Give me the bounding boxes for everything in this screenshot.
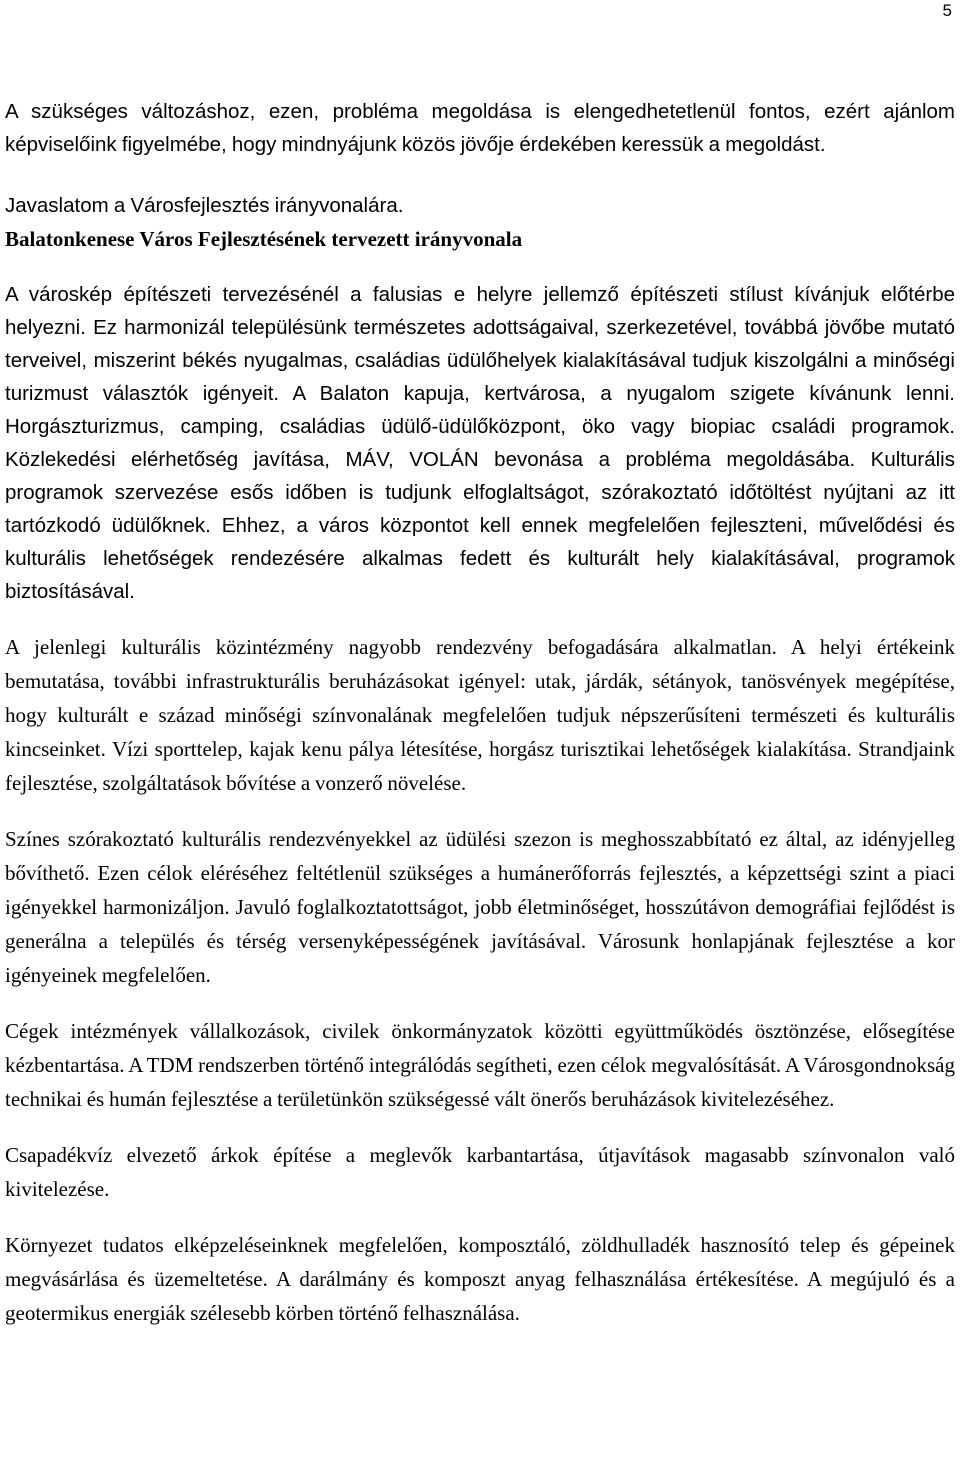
cooperation-paragraph: Cégek intézmények vállalkozások, civilek önkormányzatok közötti együttműködés ösztönzése, elősegítése kézbentartása. A TDM rendszerben történő integrálódás segítheti, ezen célok megvalósítását. A Városgondnokság technikai és humán fejlesztése a területünkön szükségessé vált önerős beruházások kivitelezéséhez.: [5, 1019, 955, 1111]
intro-paragraph: A szükséges változáshoz, ezen, probléma megoldása is elengedhetetlenül fontos, ezért ajánlom képviselőink figyelmébe, hogy mindnyájunk közös jövője érdekében keressük a megoldást.: [5, 100, 955, 156]
drainage-paragraph: Csapadékvíz elvezető árkok építése a meglevők karbantartása, útjavítások magasabb színvonalon való kivitelezése.: [5, 1143, 955, 1201]
environment-paragraph: Környezet tudatos elképzeléseinknek megfelelően, komposztáló, zöldhulladék hasznosító telep és gépeinek megvásárlása és üzemeltetése. A darálmány és komposzt anyag felhasználása értékesítése. A megújuló és a geotermikus energiák szélesebb körben történő felhasználása.: [5, 1233, 955, 1325]
section-heading: Balatonkenese Város Fejlesztésének tervezett irányvonala: [5, 227, 523, 251]
townscape-paragraph: A városkép építészeti tervezésénél a falusias e helyre jellemző építészeti stílust kívánjuk előtérbe helyezni. Ez harmonizál településünk természetes adottságaival, szerkezetével, továbbá jövőbe mutató terveivel, miszerint békés nyugalmas, családias üdülőhelyek kialakításával tudjuk kiszolgálni a minőségi turizmust választók igényeit. A Balaton kapuja, kertvárosa, a nyugalom szigete kívánunk lenni. Horgászturizmus, camping, családias üdülő-üdülőközpont, öko vagy biopiac családi programok. Közlekedési elérhetőség javítása, MÁV, VOLÁN bevonása a probléma megoldásába. Kulturális programok szervezése esős időben is tudjunk elfoglaltságot, szórakoztató időtöltést nyújtani az itt tartózkodó üdülőknek. Ehhez, a város központot kell ennek megfelelően fejleszteni, művelődési és kulturális lehetőségek rendezésére alkalmas fedett és kulturált hely kialakításával, programok biztosításával.: [5, 283, 955, 603]
events-paragraph: Színes szórakoztató kulturális rendezvényekkel az üdülési szezon is meghosszabbítató ez által, az idényjelleg bővíthető. Ezen célok eléréséhez feltétlenül szükséges a humánerőforrás fejlesztés, a képzettségi szint a piaci igényekkel harmonizáljon. Javuló foglalkoztatottságot, jobb életminőséget, hosszútávon demográfiai fejlődést is generálna a település és térség versenyképességének javításával. Városunk honlapjának fejlesztése a kor igényeinek megfelelően.: [5, 827, 955, 987]
proposal-line: Javaslatom a Városfejlesztés irányvonalára.: [5, 194, 404, 217]
culture-paragraph: A jelenlegi kulturális közintézmény nagyobb rendezvény befogadására alkalmatlan. A helyi értékeink bemutatása, további infrastrukturális beruházásokat igényel: utak, járdák, sétányok, tanösvények megépítése, hogy kulturált e század minőségi színvonalának megfelelően tudjuk népszerűsíteni természeti és kulturális kincseinket. Vízi sporttelep, kajak kenu pálya létesítése, horgász turisztikai lehetőségek kialakítása. Strandjaink fejlesztése, szolgáltatások bővítése a vonzerő növelése.: [5, 635, 955, 795]
document-body: [5, 95, 955, 1330]
page-number: 5: [942, 1, 952, 20]
